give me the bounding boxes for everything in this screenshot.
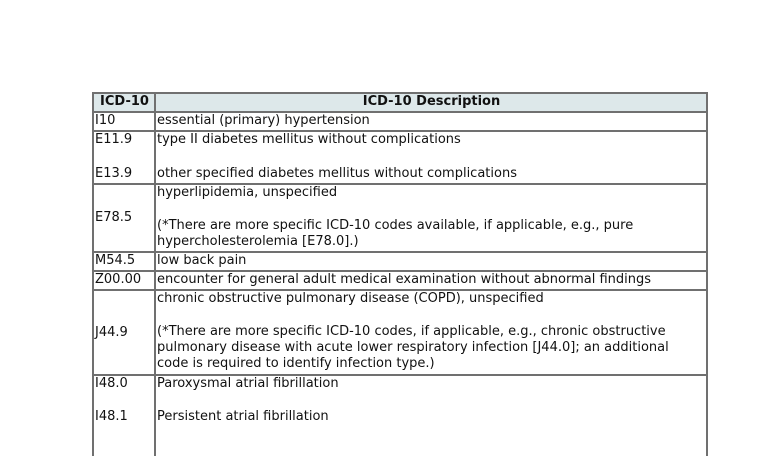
description-cell: type II diabetes mellitus without complications: [157, 132, 461, 147]
code-cell: I48.0: [95, 376, 128, 391]
description-note: (*There are more specific ICD-10 codes available, if applicable, e.g., pure hypercholesterolemia [E78.0].): [157, 218, 634, 249]
code-cell: Z00.00: [94, 272, 156, 289]
code-cell: E11.9: [95, 132, 133, 147]
table-header-row: [94, 92, 706, 113]
header-code: ICD-10: [94, 94, 156, 111]
description-cell: chronic obstructive pulmonary disease (COPD), unspecified: [157, 291, 544, 306]
table-row: [94, 272, 706, 291]
code-cell: J44.9: [94, 291, 156, 374]
table-row: [94, 185, 706, 253]
icd10-table: [92, 92, 708, 456]
description-cell: low back pain: [157, 253, 247, 268]
code-cell: M54.5: [94, 253, 156, 270]
description-note: (*There are more specific ICD-10 codes, if applicable, e.g., chronic obstructive pulmonary disease with acute lower respiratory infection [J44.0]; an additional code is required to identify infection type.): [157, 324, 669, 371]
description-cell: Persistent atrial fibrillation: [157, 409, 329, 424]
table-row-group: [94, 132, 706, 185]
code-cell: E13.9: [95, 166, 133, 181]
table-row-group: [94, 376, 706, 456]
header-description: ICD-10 Description: [362, 94, 501, 109]
description-cell: Paroxysmal atrial fibrillation: [157, 376, 339, 391]
table-row: [94, 253, 706, 272]
description-cell: essential (primary) hypertension: [157, 113, 370, 128]
table-row: [94, 113, 706, 132]
code-cell: I48.1: [95, 409, 128, 424]
description-cell: encounter for general adult medical examination without abnormal findings: [157, 272, 652, 287]
code-cell: I10: [94, 113, 156, 130]
description-cell: other specified diabetes mellitus without complications: [157, 166, 517, 181]
table-row: [94, 291, 706, 376]
code-cell: E78.5: [94, 185, 156, 251]
description-cell: hyperlipidemia, unspecified: [157, 185, 338, 200]
